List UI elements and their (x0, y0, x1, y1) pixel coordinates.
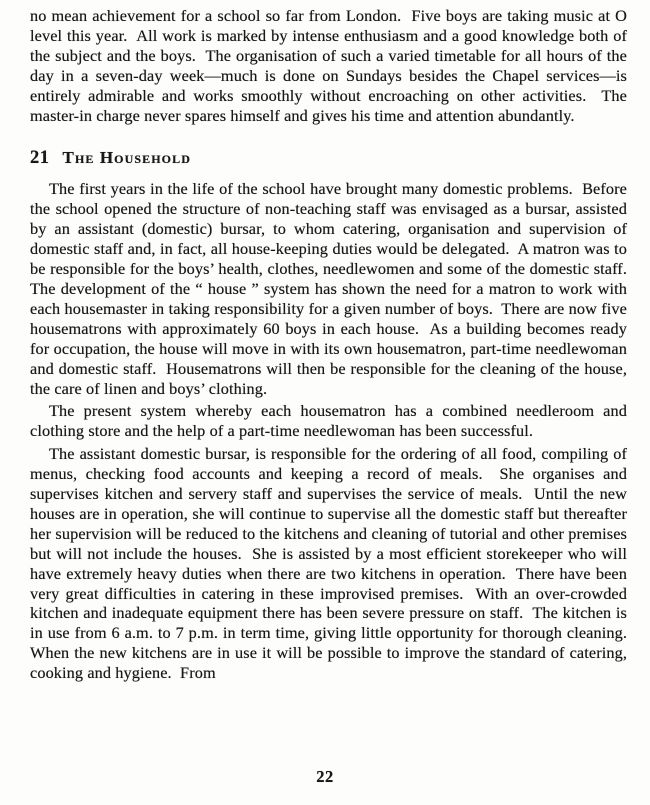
body-paragraph-3: The assistant domestic bursar, is responsible for the ordering of all food, compiling of menus, checking food accounts and keeping a record of meals. She organises and supervises kitchen and servery staff and supervises the service of meals. Until the new houses are in operation, she will continue to supervise all the domestic staff but thereafter her supervision will be reduced to the kitchens and cleaning of tutorial and other premises but will not include the houses. She is assisted by a most efficient storekeeper who will have extremely heavy duties when there are two kitchens in operation. There have been very great difficulties in catering in these improvised premises. With an over-crowded kitchen and inadequate equipment there has been severe pressure on staff. The kitchen is in use from 6 a.m. to 7 p.m. in term time, giving little opportunity for thorough cleaning. When the new kitchens are in use it will be possible to improve the standard of catering, cooking and hygiene. From (30, 444, 636, 683)
section-heading (30, 147, 627, 169)
text-block (30, 6, 636, 683)
section-title: The Household (62, 148, 191, 168)
section-number: 21 (30, 148, 50, 169)
continuation-paragraph: no mean achievement for a school so far from London. Five boys are taking music at O level this year. All work is marked by intense enthusiasm and a good knowledge both of the subject and the boys. The organisation of such a varied timetable for all hours of the day in a seven-day week—much is done on Sundays besides the Chapel services—is entirely admirable and works smoothly without encroaching on other activities. The master-in charge never spares himself and gives his time and attention abundantly. (30, 6, 632, 125)
body-paragraph-2: The present system whereby each housematron has a combined needleroom and clothing store and the help of a part-time needlewoman has been successful. (30, 401, 632, 441)
page-number: 22 (316, 767, 334, 786)
body-paragraph-1: The first years in the life of the school have brought many domestic problems. Before the school opened the structure of non-teaching staff was envisaged as a bursar, assisted by an assistant (domestic) bursar, to whom catering, organisation and supervision of domestic staff and, in fact, all house-keeping duties would be delegated. A matron was to be responsible for the boys’ health, clothes, needlewomen and some of the domestic staff. The development of the “ house ” system has shown the need for a matron to work with each housemaster in taking responsibility for a given number of boys. There are now five housematrons with approximately 60 boys in each house. As a building becomes ready for occupation, the house will move in with its own housematron, part-time needlewoman and domestic staff. Housematrons will then be responsible for the cleaning of the house, the care of linen and boys’ clothing. (30, 179, 636, 398)
